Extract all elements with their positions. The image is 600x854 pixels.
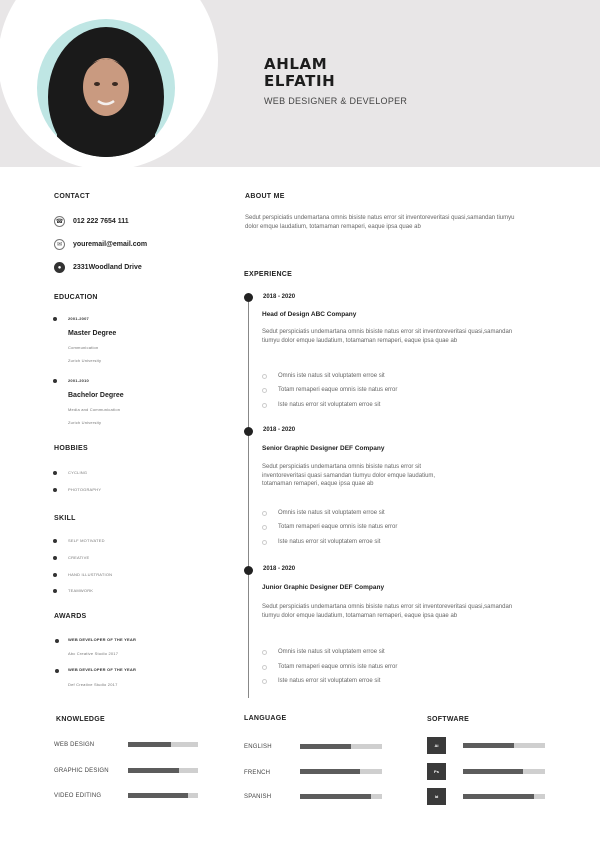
language-label: ENGLISH (244, 744, 272, 750)
knowledge-bar (128, 768, 198, 773)
award-bullet (55, 669, 59, 673)
language-bar-fill (300, 769, 360, 774)
job-bullet-text: Iste natus error sit voluptatem erroe sit (278, 678, 381, 684)
award-org: Abc Creative Studio 2017 (68, 651, 119, 656)
hobby-bullet (53, 471, 57, 475)
first-name: AHLAM (264, 55, 328, 73)
timeline-line (248, 302, 249, 698)
job-bullet (262, 373, 385, 379)
job-bullet-text: Omnis iste natus sit voluptatem erroe sit (278, 373, 385, 379)
knowledge-bar (128, 793, 198, 798)
software-title: SOFTWARE (427, 716, 470, 723)
hobby-item: CYCLING (68, 470, 88, 475)
knowledge-bar (128, 742, 198, 747)
job-bullet (262, 678, 380, 684)
job-bullet (262, 649, 385, 655)
contact-title: CONTACT (54, 193, 90, 200)
job-bullet (262, 402, 380, 408)
illustrator-icon: Ai (427, 737, 446, 754)
skill-item: TEAMWORK (68, 588, 94, 593)
skill-bullet (53, 573, 57, 577)
education-bullet (53, 317, 57, 321)
language-bar (300, 744, 382, 749)
software-bar (463, 743, 545, 748)
language-bar (300, 794, 382, 799)
job-years: 2018 - 2020 (263, 294, 296, 300)
job-description: Sedut perspiciatis undemartana omnis bisiste natus error sit inventoreveritasi quasi samandan tiumyu dolor emque laudatium, totamaman remaperi, eaque ipsa quae ab (262, 464, 436, 487)
skill-bullet (53, 539, 57, 543)
education-years: 2001-2007 (68, 316, 89, 321)
experience-title: EXPERIENCE (244, 271, 293, 278)
timeline-dot (244, 427, 253, 436)
job-description: Sedut perspiciatis undemartana omnis bisiste natus error sit inventoreveritasi quasi,samandan tiumyu dolor emque laudatium, totamaman remaperi, eaque ipsa quae ab (262, 329, 513, 344)
knowledge-bar-fill (128, 793, 188, 798)
language-bar-fill (300, 744, 351, 749)
software-bar (463, 769, 545, 774)
hobby-bullet (53, 488, 57, 492)
knowledge-label: VIDEO EDITING (54, 793, 102, 799)
job-bullet-text: Iste natus error sit voluptatem erroe sit (278, 402, 381, 408)
language-bar (300, 769, 382, 774)
photoshop-icon: Ps (427, 763, 446, 780)
education-bullet (53, 379, 57, 383)
last-name: ELFATIH (264, 72, 336, 90)
language-bar-fill (300, 794, 371, 799)
education-school: Zurich University (68, 420, 102, 425)
award-org: Def Creative Studio 2017 (68, 682, 118, 687)
software-bar-fill (463, 769, 523, 774)
job-title: Senior Graphic Designer DEF Company (262, 445, 385, 452)
job-bullet-text: Omnis iste natus sit voluptatem erroe sit (278, 649, 385, 655)
skill-bullet (53, 589, 57, 593)
contact-phone (54, 216, 129, 227)
language-label: SPANISH (244, 794, 272, 800)
software-bar (463, 794, 545, 799)
knowledge-label: WEB DESIGN (54, 742, 95, 748)
skill-item: HAND ILLUSTRATION (68, 572, 113, 577)
phone-icon: ☎ (54, 216, 65, 227)
job-bullet-text: Omnis iste natus sit voluptatem erroe sit (278, 510, 385, 516)
job-bullet (262, 539, 380, 545)
job-bullet (262, 387, 397, 393)
about-title: ABOUT ME (245, 193, 285, 200)
contact-email-text: youremail@email.com (73, 241, 148, 248)
job-bullet (262, 510, 385, 516)
hobbies-title: HOBBIES (54, 445, 88, 452)
contact-address (54, 262, 142, 273)
knowledge-label: GRAPHIC DESIGN (54, 768, 109, 774)
language-title: LANGUAGE (244, 715, 287, 722)
skill-item: CREATIVE (68, 555, 90, 560)
job-bullet-text: Totam remaperi eaque omnis iste natus error (278, 524, 398, 530)
profile-photo (37, 19, 175, 157)
location-pin-icon: ● (54, 262, 65, 273)
education-title: EDUCATION (54, 294, 98, 301)
job-bullet-text: Totam remaperi eaque omnis iste natus error (278, 387, 398, 393)
education-school: Zurich University (68, 358, 102, 363)
education-degree: Master Degree (68, 330, 117, 337)
contact-address-text: 2331Woodland Drive (73, 264, 142, 271)
skill-item: SELF MOTIVATED (68, 538, 105, 543)
education-degree: Bachelor Degree (68, 392, 124, 399)
education-field: Media and Communication (68, 407, 121, 412)
language-label: FRENCH (244, 770, 271, 776)
knowledge-bar-fill (128, 742, 171, 747)
job-bullet (262, 524, 397, 530)
contact-email (54, 239, 147, 250)
job-title: Head of Design ABC Company (262, 311, 357, 318)
candidate-name (264, 56, 335, 90)
job-bullet-text: Iste natus error sit voluptatem erroe sit (278, 539, 381, 545)
hobby-item: PHOTOGRAPHY (68, 487, 102, 492)
about-text: Sedut perspiciatis undemartana omnis bisiste natus error sit inventoreveritasi quasi,samandan tiumyu dolor emque laudatium, totamaman remaperi, eaque ipsa quae ab (245, 215, 515, 230)
software-bar-fill (463, 794, 534, 799)
awards-title: AWARDS (54, 613, 87, 620)
education-years: 2001-2010 (68, 378, 89, 383)
candidate-role: WEB DESIGNER & DEVELOPER (264, 96, 408, 106)
knowledge-title: KNOWLEDGE (56, 716, 105, 723)
award-name: WEB DEVELOPER OF THE YEAR (68, 637, 137, 642)
indesign-icon: Id (427, 788, 446, 805)
job-years: 2018 - 2020 (263, 566, 296, 572)
job-description: Sedut perspiciatis undemartana omnis bisiste natus error sit inventoreveritasi quasi,samandan tiumyu dolor emque laudatium, totamaman remaperi, eaque ipsa quae ab (262, 604, 513, 619)
education-field: Communication (68, 345, 99, 350)
timeline-dot (244, 566, 253, 575)
email-icon: ✉ (54, 239, 65, 250)
job-bullet-text: Totam remaperi eaque omnis iste natus error (278, 664, 398, 670)
contact-phone-text: 012 222 7654 111 (73, 218, 129, 225)
skill-bullet (53, 556, 57, 560)
knowledge-bar-fill (128, 768, 179, 773)
job-title: Junior Graphic Designer DEF Company (262, 584, 385, 591)
award-name: WEB DEVELOPER OF THE YEAR (68, 667, 137, 672)
job-bullet (262, 664, 397, 670)
skill-title: SKILL (54, 515, 76, 522)
award-bullet (55, 639, 59, 643)
software-bar-fill (463, 743, 514, 748)
job-years: 2018 - 2020 (263, 427, 296, 433)
timeline-dot (244, 293, 253, 302)
